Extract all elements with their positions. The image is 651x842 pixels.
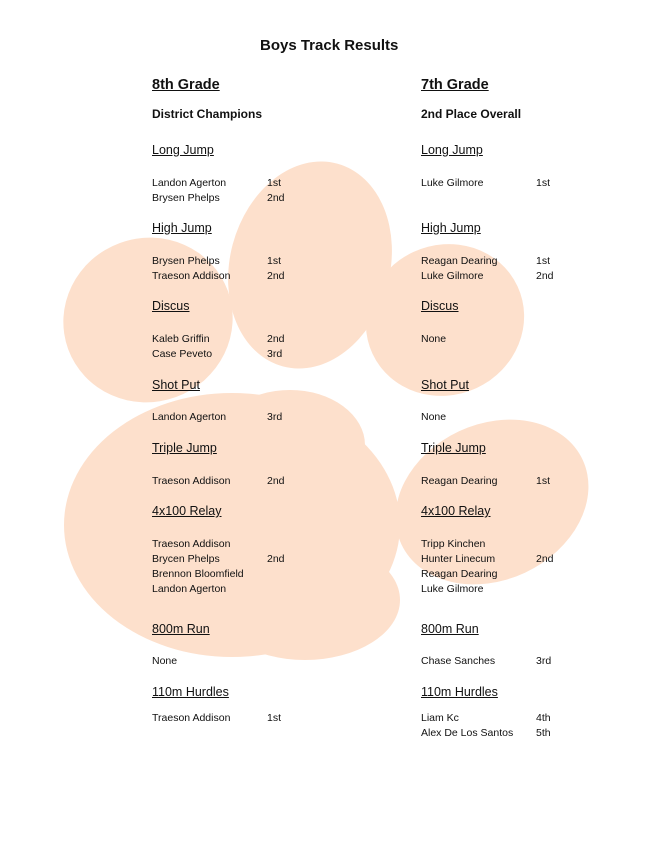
athlete-name: Traeson Addison bbox=[152, 712, 231, 724]
paw-pad-upper bbox=[215, 390, 365, 500]
athlete-name: Brysen Phelps bbox=[152, 192, 220, 204]
athlete-name: Luke Gilmore bbox=[421, 583, 484, 595]
event-heading-run800: 800m Run bbox=[152, 622, 210, 636]
event-heading-run800: 800m Run bbox=[421, 622, 479, 636]
placement: 2nd bbox=[267, 475, 285, 487]
athlete-name: Landon Agerton bbox=[152, 583, 227, 595]
athlete-name: Brysen Phelps bbox=[152, 255, 220, 267]
athlete-name: Hunter Linecum bbox=[421, 553, 496, 565]
placement: 1st bbox=[536, 475, 551, 487]
event-heading-shot-put: Shot Put bbox=[152, 378, 200, 392]
athlete-name: Luke Gilmore bbox=[421, 177, 484, 189]
athlete-name: Luke Gilmore bbox=[421, 270, 484, 282]
paw-pad-lower bbox=[210, 540, 400, 660]
placement: 1st bbox=[536, 177, 551, 189]
event-heading-relay: 4x100 Relay bbox=[152, 504, 222, 518]
grade7-subheading: 2nd Place Overall bbox=[421, 107, 522, 121]
athlete-name: Brycen Phelps bbox=[152, 553, 220, 565]
event-heading-discus: Discus bbox=[421, 299, 459, 313]
event-heading-long-jump: Long Jump bbox=[152, 143, 214, 157]
athlete-name: Brennon Bloomfield bbox=[152, 568, 244, 580]
grade8-subheading: District Champions bbox=[152, 107, 263, 121]
placement: 1st bbox=[267, 177, 282, 189]
placement: 2nd bbox=[267, 333, 285, 345]
event-heading-shot-put: Shot Put bbox=[421, 378, 469, 392]
placement: 3rd bbox=[267, 348, 283, 360]
athlete-name: Alex De Los Santos bbox=[421, 727, 514, 739]
placement: 4th bbox=[536, 712, 551, 724]
placement: 3rd bbox=[536, 655, 552, 667]
placement: 5th bbox=[536, 727, 551, 739]
placement: 2nd bbox=[267, 553, 285, 565]
placement: 3rd bbox=[267, 411, 283, 423]
grade8-heading: 8th Grade bbox=[152, 77, 220, 93]
event-heading-discus: Discus bbox=[152, 299, 190, 313]
athlete-name: Liam Kc bbox=[421, 712, 459, 724]
athlete-name: Case Peveto bbox=[152, 348, 213, 360]
athlete-name: Traeson Addison bbox=[152, 538, 231, 550]
athlete-name: Traeson Addison bbox=[152, 270, 231, 282]
athlete-name: Traeson Addison bbox=[152, 475, 231, 487]
event-heading-long-jump: Long Jump bbox=[421, 143, 483, 157]
placement: 2nd bbox=[536, 270, 554, 282]
event-heading-high-jump: High Jump bbox=[421, 221, 481, 235]
event-heading-hurdles: 110m Hurdles bbox=[421, 685, 498, 699]
athlete-name: Reagan Dearing bbox=[421, 475, 498, 487]
athlete-name: Reagan Dearing bbox=[421, 568, 498, 580]
event-heading-hurdles: 110m Hurdles bbox=[152, 685, 229, 699]
page-title: Boys Track Results bbox=[260, 37, 399, 54]
placement: 2nd bbox=[267, 192, 285, 204]
placement: 1st bbox=[536, 255, 551, 267]
event-heading-high-jump: High Jump bbox=[152, 221, 212, 235]
athlete-name: None bbox=[421, 411, 447, 423]
event-heading-triple-jump: Triple Jump bbox=[152, 441, 217, 455]
placement: 2nd bbox=[536, 553, 554, 565]
athlete-name: None bbox=[152, 655, 178, 667]
event-heading-triple-jump: Triple Jump bbox=[421, 441, 486, 455]
placement: 1st bbox=[267, 712, 282, 724]
event-heading-relay: 4x100 Relay bbox=[421, 504, 491, 518]
athlete-name: Kaleb Griffin bbox=[152, 333, 210, 345]
placement: 2nd bbox=[267, 270, 285, 282]
athlete-name: Landon Agerton bbox=[152, 177, 227, 189]
athlete-name: Reagan Dearing bbox=[421, 255, 498, 267]
grade7-heading: 7th Grade bbox=[421, 77, 489, 93]
athlete-name: Landon Agerton bbox=[152, 411, 227, 423]
athlete-name: None bbox=[421, 333, 447, 345]
athlete-name: Tripp Kinchen bbox=[421, 538, 486, 550]
placement: 1st bbox=[267, 255, 282, 267]
athlete-name: Chase Sanches bbox=[421, 655, 496, 667]
